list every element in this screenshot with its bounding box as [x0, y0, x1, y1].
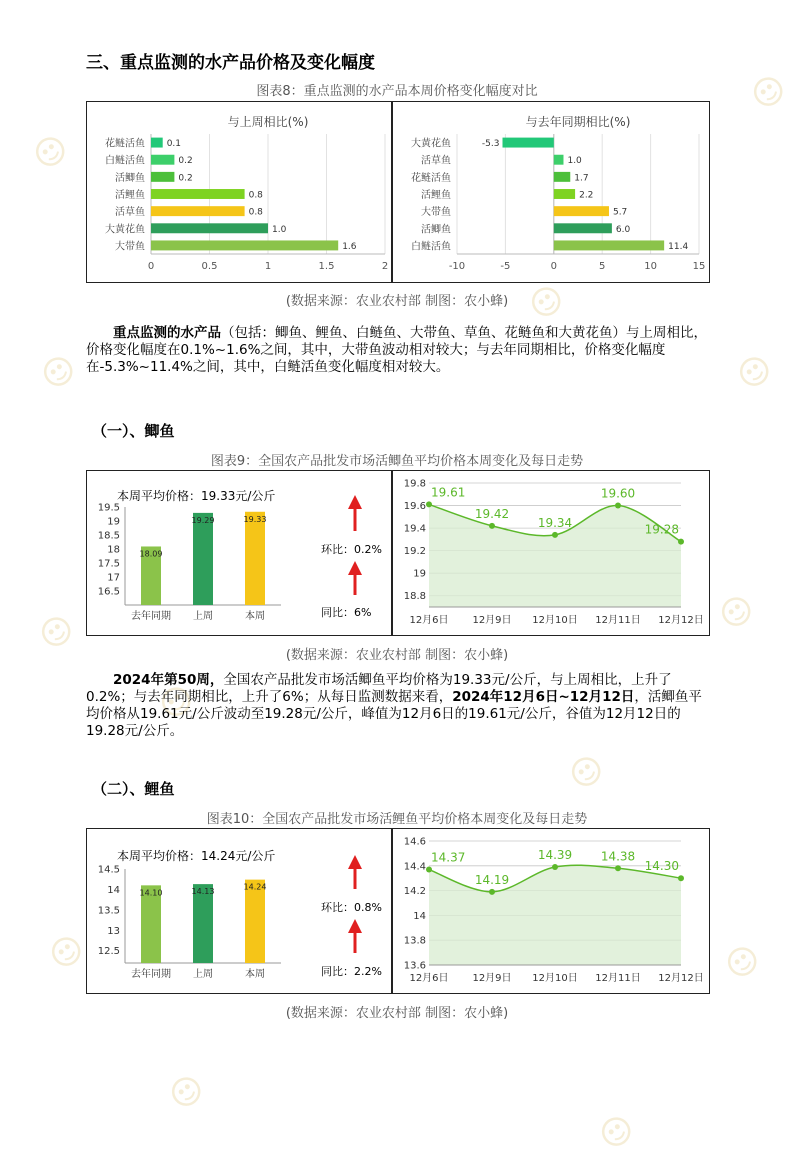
y-tick-label: 13.6	[403, 960, 426, 972]
y-tick-label: 19.6	[403, 501, 426, 513]
chart-title: 与上周相比(%)	[227, 115, 309, 129]
bar	[554, 206, 609, 216]
category-label: 本周	[245, 611, 265, 622]
category-label: 大带鱼	[421, 207, 451, 219]
y-tick-label: 14.4	[403, 861, 426, 873]
category-label: 白鲢活鱼	[411, 241, 451, 253]
watermark-logo	[728, 320, 794, 400]
data-point	[615, 503, 621, 509]
bar	[554, 240, 664, 250]
bar	[151, 172, 174, 182]
data-label: 14.39	[537, 848, 573, 863]
carp-bar-chart	[87, 829, 317, 993]
bar	[151, 240, 338, 250]
category-label: 花鲢活鱼	[105, 138, 145, 150]
x-tick-label: 12月11日	[595, 973, 641, 984]
y-tick-label: 19	[413, 568, 426, 580]
watermark-logo	[710, 560, 790, 640]
data-label: 1.7	[574, 173, 589, 184]
mom-change-label: 环比：0.2%	[321, 543, 382, 556]
data-label: 19.42	[474, 506, 510, 521]
bar	[245, 880, 265, 963]
x-tick-label: 0	[550, 261, 557, 272]
category-label: 活鲫鱼	[421, 224, 451, 236]
data-point	[678, 875, 684, 881]
category-label: 活鲤鱼	[115, 190, 145, 201]
bar	[151, 138, 163, 148]
category-label: 活鲫鱼	[115, 172, 145, 184]
category-label: 去年同期	[131, 611, 171, 622]
category-label: 花鲢活鱼	[411, 172, 451, 184]
y-tick-label: 19	[107, 516, 120, 528]
category-label: 大带鱼	[115, 241, 145, 253]
x-tick-label: 12月12日	[658, 973, 704, 984]
data-label: 6.0	[615, 224, 631, 235]
y-tick-label: 13.5	[97, 905, 120, 917]
figure-caption: 图表8：重点监测的水产品本周价格变化幅度对比	[256, 84, 538, 99]
x-tick-label: 10	[644, 261, 657, 272]
category-label: 活鲤鱼	[421, 190, 451, 201]
y-tick-label: 13.8	[403, 935, 426, 947]
figure-9-frame	[86, 470, 710, 636]
data-label: 11.4	[668, 241, 689, 252]
category-label: 白鲢活鱼	[105, 155, 145, 167]
x-tick-label: 12月12日	[658, 615, 704, 626]
data-label: 18.09	[139, 549, 163, 559]
data-point	[489, 889, 495, 895]
data-label: 14.10	[139, 888, 163, 898]
summary-text: （包括：鲫鱼、鲤鱼、白鲢鱼、大带鱼、草鱼、花鲢鱼和大黄花鱼）与上周相比，价格变化幅度在0.1%~1.6%之间，其中，大带鱼波动相对较大；与去年同期相比，价格变化幅度在-5.3%~11.4%之间，其中，白鲢活鱼变化幅度相对较大。	[86, 325, 707, 375]
x-tick-label: 12月6日	[409, 973, 449, 984]
up-arrow-icon	[348, 855, 362, 889]
up-arrow-icon	[348, 919, 362, 953]
figure-caption: 图表10：全国农产品批发市场活鲤鱼平均价格本周变化及每日走势	[206, 812, 588, 827]
wow-change-chart	[87, 102, 391, 282]
y-tick-label: 14	[413, 910, 426, 922]
y-tick-label: 14	[107, 884, 120, 896]
data-label: 14.38	[600, 849, 636, 864]
y-tick-label: 18.5	[97, 530, 120, 542]
x-tick-label: 1	[264, 261, 272, 272]
y-tick-label: 17.5	[97, 558, 120, 570]
crucian-bar-chart	[87, 471, 317, 635]
data-label: 1.0	[567, 156, 582, 167]
x-tick-label: 12月10日	[532, 973, 578, 984]
data-point	[552, 864, 558, 870]
category-label: 上周	[193, 611, 213, 622]
data-point	[426, 501, 432, 507]
y-tick-label: 19.2	[403, 546, 426, 558]
y-tick-label: 18.8	[403, 591, 426, 603]
bar	[151, 206, 245, 216]
bar	[554, 223, 612, 233]
x-tick-label: 12月9日	[472, 615, 512, 626]
data-label: 14.13	[191, 887, 215, 897]
x-tick-label: -5	[500, 261, 511, 272]
y-tick-label: 19.8	[403, 478, 426, 490]
subsection-title-carp: （二）、鲤鱼	[92, 780, 175, 798]
data-label: 2.2	[579, 190, 594, 201]
watermark-logo	[160, 1040, 240, 1120]
y-tick-label: 17	[107, 572, 120, 584]
category-label: 本周	[245, 969, 265, 980]
area-fill	[429, 865, 681, 965]
data-label: 0.2	[178, 173, 193, 184]
avg-price-label: 本周平均价格：14.24元/公斤	[117, 849, 276, 863]
data-point	[426, 867, 432, 873]
avg-price-label: 本周平均价格：19.33元/公斤	[117, 489, 276, 503]
data-label: 19.34	[537, 515, 573, 530]
figure-source: (数据来源：农业农村部 制图：农小蜂)	[285, 1006, 509, 1021]
data-label: 19.29	[191, 515, 215, 525]
data-label: 14.19	[474, 872, 510, 887]
y-tick-label: 19.5	[97, 502, 120, 514]
x-tick-label: 0.5	[201, 261, 218, 272]
category-label: 活草鱼	[421, 155, 451, 167]
y-tick-label: 16.5	[97, 586, 120, 598]
figure-10-frame	[86, 828, 710, 994]
y-tick-label: 12.5	[97, 946, 120, 958]
figure-8-frame	[86, 101, 710, 283]
data-label: 5.7	[612, 207, 628, 218]
data-label: 1.0	[272, 224, 287, 235]
y-tick-label: 18	[107, 544, 120, 556]
x-tick-label: 12月11日	[595, 615, 641, 626]
data-label: 19.60	[600, 486, 636, 501]
figure-source: (数据来源：农业农村部 制图：农小蜂)	[285, 648, 509, 663]
watermark-logo	[590, 1080, 670, 1160]
x-tick-label: -10	[448, 261, 466, 272]
y-tick-label: 19.4	[403, 523, 426, 535]
figure-caption: 图表9：全国农产品批发市场活鲫鱼平均价格本周变化及每日走势	[210, 454, 584, 469]
up-arrow-icon	[348, 561, 362, 595]
data-label: 19.61	[431, 485, 466, 500]
bar	[193, 513, 213, 605]
data-label: 14.37	[431, 850, 466, 865]
data-label: 0.1	[166, 139, 182, 150]
data-label: 0.8	[248, 190, 263, 201]
data-label: 14.24	[243, 882, 267, 892]
data-point	[489, 523, 495, 529]
watermark-logo	[716, 910, 794, 990]
x-tick-label: 0	[147, 261, 155, 272]
crucian-text-1: 全国农产品批发市场活鲫鱼平均价格为19.33元/公斤，与上周相比，上升了0.2%；与去年同期相比，上升了6%；从每日监测数据来看，	[86, 672, 672, 705]
category-label: 去年同期	[131, 969, 171, 980]
data-point	[615, 865, 621, 871]
y-tick-label: 14.2	[403, 886, 426, 898]
up-arrow-icon	[348, 495, 362, 531]
data-label: 0.2	[178, 156, 193, 167]
bar	[151, 223, 268, 233]
x-tick-label: 12月9日	[472, 973, 512, 984]
x-tick-label: 15	[692, 261, 706, 272]
data-point	[678, 539, 684, 545]
data-label: 14.30	[644, 859, 679, 874]
subsection-title-crucian: （一）、鲫鱼	[92, 422, 175, 440]
x-tick-label: 12月10日	[532, 615, 578, 626]
chart-title: 与去年同期相比(%)	[525, 115, 631, 129]
figure-source: (数据来源：农业农村部 制图：农小蜂)	[285, 294, 509, 309]
category-label: 大黄花鱼	[411, 138, 451, 150]
summary-paragraph	[86, 325, 710, 376]
y-tick-label: 14.5	[97, 864, 120, 876]
bar	[151, 189, 245, 199]
x-tick-label: 12月6日	[409, 615, 449, 626]
data-label: -5.3	[481, 139, 500, 150]
yoy-change-label: 同比：6%	[321, 606, 372, 619]
x-tick-label: 5	[599, 261, 606, 272]
category-label: 上周	[193, 969, 213, 980]
carp-daily-chart	[393, 829, 709, 993]
mom-change-label: 环比：0.8%	[321, 901, 382, 914]
date-range: 2024年12月6日~12月12日	[452, 689, 635, 705]
bar	[151, 155, 174, 165]
bar	[502, 138, 553, 148]
yoy-change-label: 同比：2.2%	[321, 965, 382, 978]
x-tick-label: 2	[381, 261, 389, 272]
bar	[554, 172, 570, 182]
section-title: 三、重点监测的水产品价格及变化幅度	[86, 53, 375, 73]
y-tick-label: 13	[107, 925, 120, 937]
data-label: 1.6	[342, 241, 357, 252]
data-label: 19.33	[243, 514, 267, 524]
bar	[245, 512, 265, 605]
bar	[554, 155, 564, 165]
category-label: 活草鱼	[115, 207, 145, 219]
data-label: 0.8	[248, 207, 263, 218]
data-label: 19.28	[644, 522, 679, 537]
bar	[554, 189, 575, 199]
crucian-text-2: ，活鲫鱼平均价格从19.61元/公斤波动至19.28元/公斤，峰值为12月6日的19.61元/公斤，谷值为12月12日的19.28元/公斤。	[86, 689, 702, 739]
crucian-daily-chart	[393, 471, 709, 635]
y-tick-label: 14.6	[403, 836, 426, 848]
x-tick-label: 1.5	[318, 261, 335, 272]
data-point	[552, 532, 558, 538]
crucian-paragraph	[86, 672, 710, 740]
yoy-change-chart	[393, 102, 709, 282]
week-lead: 2024年第50周，	[113, 672, 224, 688]
category-label: 大黄花鱼	[105, 224, 145, 236]
summary-lead: 重点监测的水产品	[113, 325, 221, 341]
